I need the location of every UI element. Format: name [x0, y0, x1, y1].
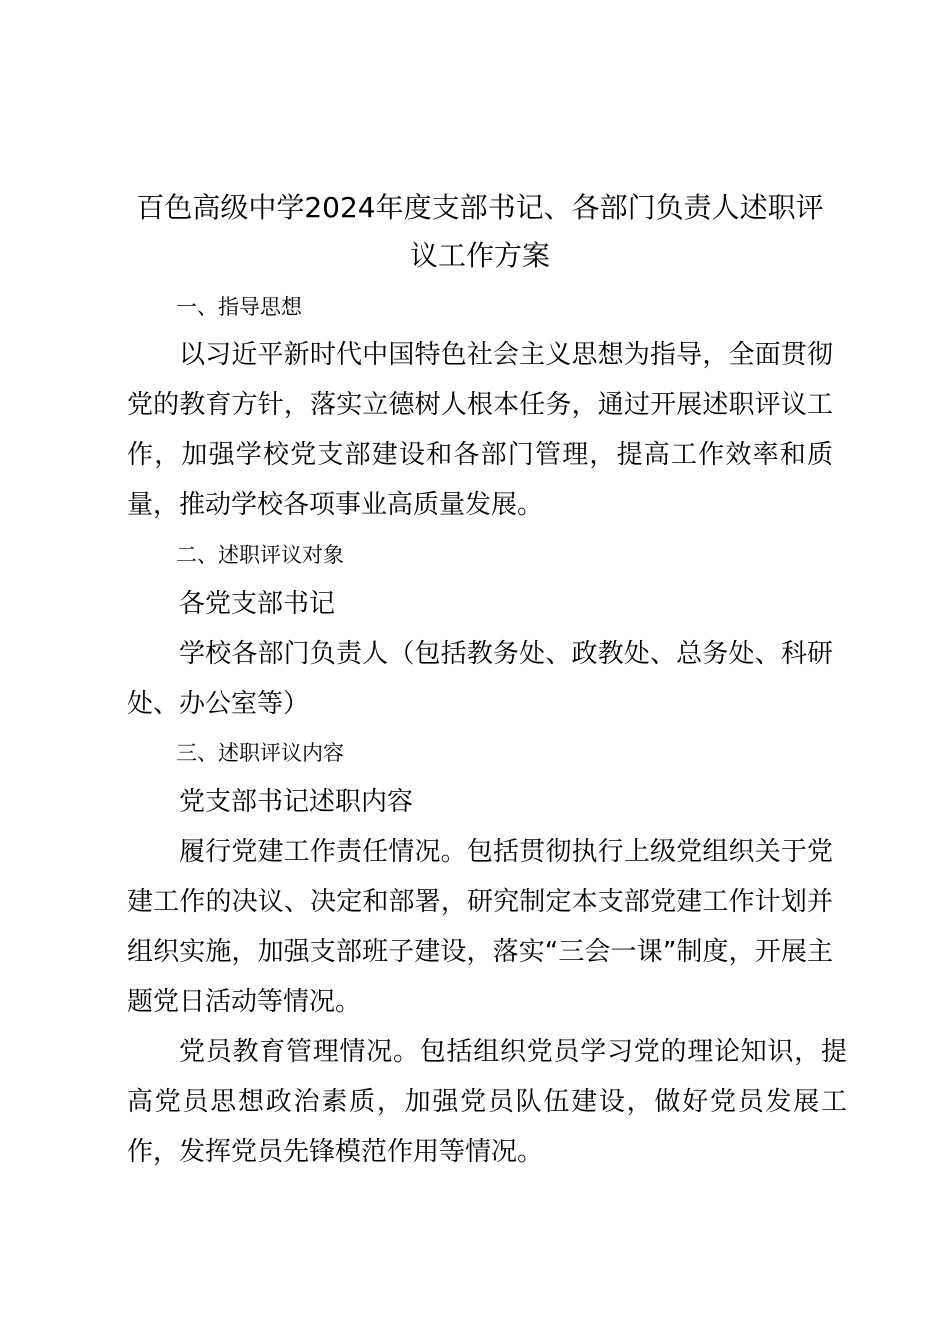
paragraph-member-education: 党员教育管理情况。包括组织党员学习党的理论知识，提高党员思想政治素质，加强党员队伍建设，做好党员发展工作，发挥党员先锋模范作用等情况。 [127, 1037, 847, 1167]
document-title: 百色高级中学2024年度支部书记、各部门负责人述职评议工作方案 [136, 191, 824, 272]
section-heading-review-targets: 二、述职评议对象 [176, 543, 344, 567]
paragraph-branch-secretaries: 各党支部书记 [179, 589, 336, 619]
paragraph-department-heads: 学校各部门负责人（包括教务处、政教处、总务处、科研处、办公室等） [127, 639, 833, 719]
paragraph-guiding-thought: 以习近平新时代中国特色社会主义思想为指导，全面贯彻党的教育方针，落实立德树人根本任务，通过开展述职评议工作，加强学校党支部建设和各部门管理，提高工作效率和质量，推动学校各项事业高质量发展。 [127, 340, 833, 520]
section-heading-review-content: 三、述职评议内容 [176, 741, 344, 765]
paragraph-secretary-report-content: 党支部书记述职内容 [179, 787, 414, 817]
section-heading-guiding-thought: 一、指导思想 [176, 295, 302, 319]
paragraph-party-building-duties: 履行党建工作责任情况。包括贯彻执行上级党组织关于党建工作的决议、决定和部署，研究制定本支部党建工作计划并组织实施，加强支部班子建设，落实“三会一课”制度，开展主题党日活动等情况。 [127, 837, 833, 1017]
